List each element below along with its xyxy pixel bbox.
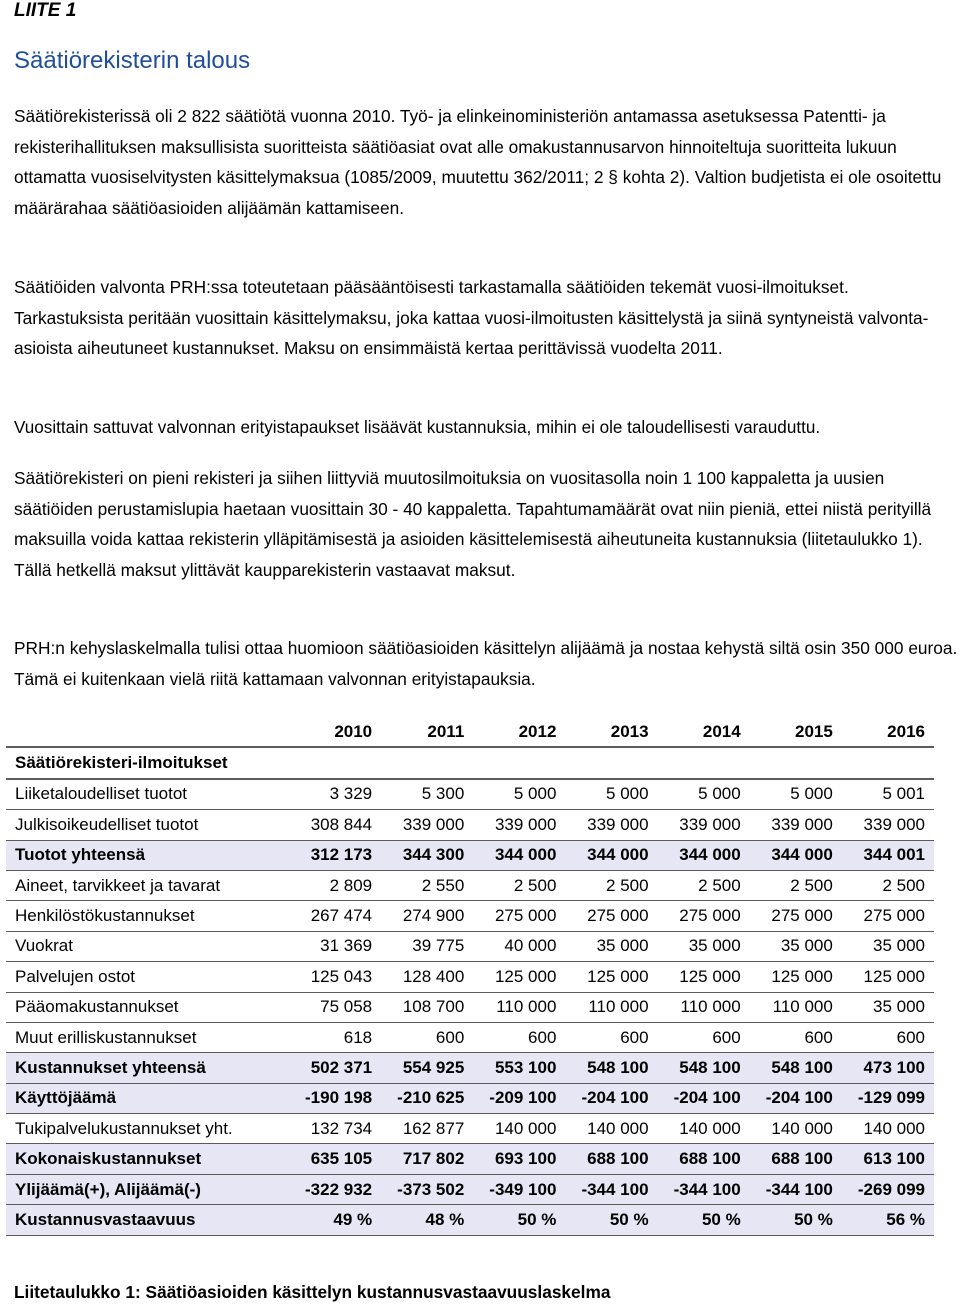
table-caption: Liitetaulukko 1: Säätiöasioiden käsittelyn kustannusvastaavuuslaskelma [14, 1282, 611, 1302]
value-cell: 548 100 [658, 1053, 750, 1083]
empty-header-cell [6, 717, 289, 747]
value-cell: 600 [750, 1022, 842, 1052]
row-label: Henkilöstökustannukset [6, 901, 289, 931]
empty-cell [473, 747, 565, 778]
value-cell: 140 000 [565, 1114, 657, 1144]
value-cell: 75 058 [289, 992, 381, 1022]
table-row [6, 931, 934, 961]
value-cell: 688 100 [565, 1144, 657, 1174]
value-cell: 39 775 [381, 931, 473, 961]
value-cell: -373 502 [381, 1174, 473, 1204]
value-cell: 132 734 [289, 1114, 381, 1144]
value-cell: 339 000 [473, 810, 565, 840]
year-header: 2010 [334, 721, 373, 741]
value-cell: 110 000 [658, 992, 750, 1022]
section-row [6, 747, 934, 778]
value-cell: 140 000 [473, 1114, 565, 1144]
value-cell: 267 474 [289, 901, 381, 931]
value-cell: 35 000 [842, 931, 934, 961]
value-cell: 274 900 [381, 901, 473, 931]
empty-cell [381, 747, 473, 778]
value-cell: 56 % [842, 1205, 934, 1235]
row-label: Aineet, tarvikkeet ja tavarat [6, 870, 289, 900]
value-cell: 125 000 [750, 962, 842, 992]
paragraph: Säätiöiden valvonta PRH:ssa toteutetaan pääsääntöisesti tarkastamalla säätiöiden tekemät vuosi-ilmoitukset. Tarkastuksista peritään vuosittain käsittelymaksu, joka kattaa vuosi-ilmoitusten käsittelystä ja siinä syntyneistä valvonta-asioista aiheutuneet kustannukset. Maksu on ensimmäistä kertaa perittävissä vuodelta 2011. [14, 277, 929, 358]
section-heading: Säätiörekisterin talous [14, 47, 251, 74]
value-cell: -204 100 [565, 1083, 657, 1113]
value-cell: 344 000 [750, 840, 842, 870]
value-cell: 600 [473, 1022, 565, 1052]
row-label: Muut erilliskustannukset [6, 1022, 289, 1052]
value-cell: -204 100 [750, 1083, 842, 1113]
table-row [6, 1144, 934, 1174]
value-cell: 554 925 [381, 1053, 473, 1083]
annex-label: LIITE 1 [14, 0, 77, 21]
table-row [6, 1174, 934, 1204]
value-cell: 312 173 [289, 840, 381, 870]
year-header: 2014 [702, 721, 741, 741]
value-cell: 600 [842, 1022, 934, 1052]
table-row [6, 870, 934, 900]
row-label: Julkisoikeudelliset tuotot [6, 810, 289, 840]
value-cell: 2 500 [750, 870, 842, 900]
empty-cell [842, 747, 934, 778]
year-header: 2013 [610, 721, 649, 741]
value-cell: 162 877 [381, 1114, 473, 1144]
value-cell: 308 844 [289, 810, 381, 840]
empty-cell [658, 747, 750, 778]
paragraph: PRH:n kehyslaskelmalla tulisi ottaa huomioon säätiöasioiden käsittelyn alijäämä ja nostaa kehystä siltä osin 350 000 euroa. Tämä ei kuitenkaan vielä riitä kattamaan valvonnan erityistapauksia. [14, 638, 958, 689]
value-cell: 110 000 [750, 992, 842, 1022]
cost-recovery-table [6, 717, 934, 1236]
value-cell: 339 000 [565, 810, 657, 840]
value-cell: 2 809 [289, 870, 381, 900]
value-cell: 125 000 [842, 962, 934, 992]
value-cell: 693 100 [473, 1144, 565, 1174]
value-cell: -204 100 [658, 1083, 750, 1113]
year-header: 2012 [518, 721, 557, 741]
year-header-row [6, 717, 934, 747]
year-header: 2015 [795, 721, 833, 741]
value-cell: 717 802 [381, 1144, 473, 1174]
value-cell: 5 001 [842, 779, 934, 810]
value-cell: 140 000 [750, 1114, 842, 1144]
value-cell: 110 000 [473, 992, 565, 1022]
value-cell: 5 000 [750, 779, 842, 810]
value-cell: 35 000 [658, 931, 750, 961]
row-label: Tukipalvelukustannukset yht. [6, 1114, 289, 1144]
value-cell: 344 300 [381, 840, 473, 870]
value-cell: 2 500 [473, 870, 565, 900]
row-label: Vuokrat [6, 931, 289, 961]
row-label: Pääomakustannukset [6, 992, 289, 1022]
value-cell: -344 100 [750, 1174, 842, 1204]
value-cell: 275 000 [842, 901, 934, 931]
table-row [6, 1083, 934, 1113]
value-cell: -129 099 [842, 1083, 934, 1113]
value-cell: 40 000 [473, 931, 565, 961]
table-row [6, 779, 934, 810]
value-cell: -209 100 [473, 1083, 565, 1113]
value-cell: 339 000 [750, 810, 842, 840]
paragraph: Säätiörekisterissä oli 2 822 säätiötä vuonna 2010. Työ- ja elinkeinoministeriön antamassa asetuksessa Patentti- ja rekisterihallituksen maksullisista suoritteista säätiöasiat ovat alle omakustannusarvon hinnoiteltuja suoritteita lukuun ottamatta vuosiselvitysten käsittelymaksua (1085/2009, muutettu 362/2011; 2 § kohta 2). Valtion budjetista ei ole osoitettu määrärahaa säätiöasioiden alijäämän kattamiseen. [14, 106, 942, 218]
empty-cell [289, 747, 381, 778]
value-cell: 2 500 [658, 870, 750, 900]
value-cell: 50 % [565, 1205, 657, 1235]
value-cell: 688 100 [658, 1144, 750, 1174]
paragraph: Säätiörekisteri on pieni rekisteri ja siihen liittyviä muutosilmoituksia on vuositasolla noin 1 100 kappaletta ja uusien säätiöiden perustamislupia haetaan vuosittain 30 - 40 kappaletta. Tapahtumamäärät ovat niin pieniä, ettei niistä perityillä maksuilla voida kattaa rekisterin ylläpitämisestä ja asioiden käsittelemisestä aiheutuneita kustannuksia (liitetaulukko 1). Tällä hetkellä maksut ylittävät kaupparekisterin vastaavat maksut. [14, 468, 932, 580]
value-cell: 275 000 [658, 901, 750, 931]
year-header: 2016 [887, 721, 925, 741]
value-cell: 108 700 [381, 992, 473, 1022]
value-cell: 140 000 [658, 1114, 750, 1144]
value-cell: 613 100 [842, 1144, 934, 1174]
table-row [6, 810, 934, 840]
value-cell: 548 100 [565, 1053, 657, 1083]
row-label: Ylijäämä(+), Alijäämä(-) [6, 1174, 289, 1204]
value-cell: -269 099 [842, 1174, 934, 1204]
table-row [6, 1053, 934, 1083]
value-cell: 140 000 [842, 1114, 934, 1144]
value-cell: 548 100 [750, 1053, 842, 1083]
table-row [6, 1205, 934, 1235]
value-cell: 473 100 [842, 1053, 934, 1083]
value-cell: 600 [565, 1022, 657, 1052]
value-cell: 553 100 [473, 1053, 565, 1083]
value-cell: 275 000 [473, 901, 565, 931]
value-cell: 35 000 [565, 931, 657, 961]
value-cell: 125 000 [565, 962, 657, 992]
value-cell: -190 198 [289, 1083, 381, 1113]
table-row [6, 1022, 934, 1052]
value-cell: 339 000 [842, 810, 934, 840]
row-label: Palvelujen ostot [6, 962, 289, 992]
value-cell: 5 300 [381, 779, 473, 810]
value-cell: 688 100 [750, 1144, 842, 1174]
table-row [6, 901, 934, 931]
value-cell: 110 000 [565, 992, 657, 1022]
value-cell: 31 369 [289, 931, 381, 961]
value-cell: 344 001 [842, 840, 934, 870]
value-cell: 125 043 [289, 962, 381, 992]
value-cell: 48 % [381, 1205, 473, 1235]
section-label: Säätiörekisteri-ilmoitukset [6, 747, 289, 778]
value-cell: 5 000 [565, 779, 657, 810]
value-cell: 2 550 [381, 870, 473, 900]
value-cell: 339 000 [381, 810, 473, 840]
paragraph: Vuosittain sattuvat valvonnan erityistapaukset lisäävät kustannuksia, mihin ei ole taloudellisesti varauduttu. [14, 418, 821, 437]
value-cell: 2 500 [565, 870, 657, 900]
value-cell: 502 371 [289, 1053, 381, 1083]
value-cell: 2 500 [842, 870, 934, 900]
value-cell: 50 % [658, 1205, 750, 1235]
value-cell: 125 000 [658, 962, 750, 992]
value-cell: 50 % [473, 1205, 565, 1235]
row-label: Kustannukset yhteensä [6, 1053, 289, 1083]
value-cell: 275 000 [565, 901, 657, 931]
row-label: Liiketaloudelliset tuotot [6, 779, 289, 810]
value-cell: 50 % [750, 1205, 842, 1235]
value-cell: 344 000 [473, 840, 565, 870]
value-cell: 339 000 [658, 810, 750, 840]
empty-cell [750, 747, 842, 778]
value-cell: 344 000 [565, 840, 657, 870]
row-label: Kustannusvastaavuus [6, 1205, 289, 1235]
value-cell: 49 % [289, 1205, 381, 1235]
value-cell: 125 000 [473, 962, 565, 992]
value-cell: 600 [381, 1022, 473, 1052]
value-cell: 344 000 [658, 840, 750, 870]
value-cell: -344 100 [658, 1174, 750, 1204]
empty-cell [565, 747, 657, 778]
value-cell: 618 [289, 1022, 381, 1052]
row-label: Käyttöjäämä [6, 1083, 289, 1113]
value-cell: 275 000 [750, 901, 842, 931]
value-cell: 635 105 [289, 1144, 381, 1174]
table-row [6, 1114, 934, 1144]
value-cell: 128 400 [381, 962, 473, 992]
row-label: Tuotot yhteensä [6, 840, 289, 870]
row-label: Kokonaiskustannukset [6, 1144, 289, 1174]
value-cell: 5 000 [658, 779, 750, 810]
value-cell: 3 329 [289, 779, 381, 810]
value-cell: -344 100 [565, 1174, 657, 1204]
value-cell: 35 000 [750, 931, 842, 961]
value-cell: 35 000 [842, 992, 934, 1022]
table-row [6, 992, 934, 1022]
table-row [6, 840, 934, 870]
year-header: 2011 [427, 721, 465, 741]
table-row [6, 962, 934, 992]
value-cell: -322 932 [289, 1174, 381, 1204]
value-cell: -210 625 [381, 1083, 473, 1113]
value-cell: 600 [658, 1022, 750, 1052]
value-cell: -349 100 [473, 1174, 565, 1204]
value-cell: 5 000 [473, 779, 565, 810]
